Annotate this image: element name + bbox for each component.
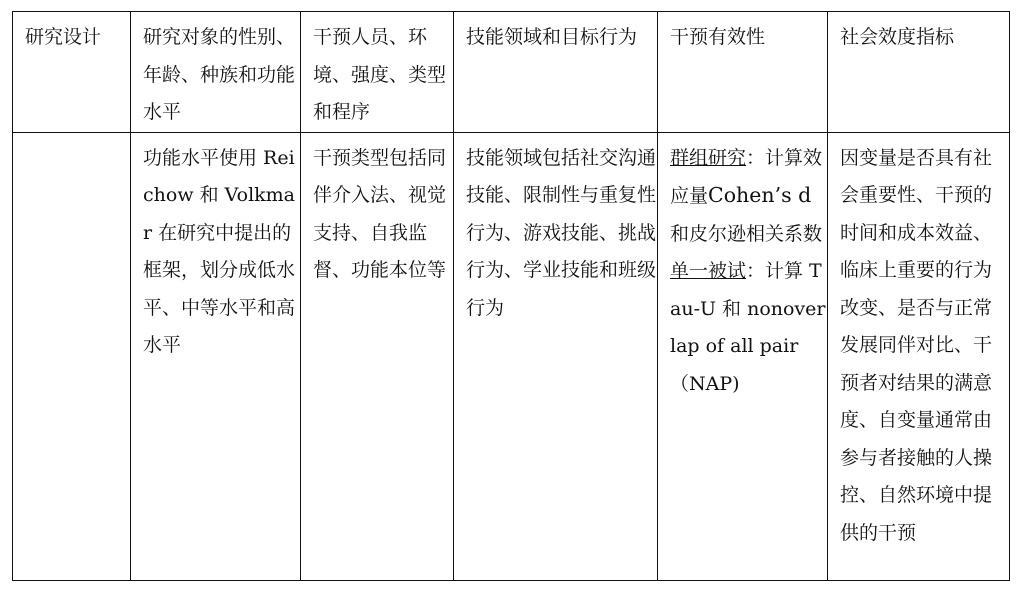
cell-social-validity: 因变量是否具有社会重要性、干预的时间和成本效益、临床上重要的行为改变、是否与正常发展同伴对比、干预者对结果的满意度、自变量通常由参与者接触的人操控、自然环境中提供的干预 [828, 132, 1010, 580]
group-study-text: ：计算效应量 [670, 146, 823, 207]
cell-skills: 技能领域包括社交沟通技能、限制性与重复性行为、游戏技能、挑战行为、学业技能和班级行为 [454, 132, 658, 580]
group-study-label: 群组研究 [670, 146, 747, 169]
study-coding-table [12, 11, 1010, 581]
header-cell-research-design: 研究设计 [13, 12, 131, 133]
table-header-row [13, 12, 1010, 133]
header-cell-subjects: 研究对象的性别、年龄、种族和功能水平 [131, 12, 301, 133]
cohens-d-text: Cohen’s d [708, 183, 812, 207]
pearson-text: 和皮尔逊相关系数 [670, 222, 823, 245]
cell-subjects: 功能水平使用 Reichow 和 Volkmar 在研究中提出的框架，划分成低水平、中等水平和高水平 [131, 132, 301, 580]
single-subject-text: ：计算 Tau-U 和 nonoverlap of all pair （NAP) [670, 260, 826, 395]
cell-research-design [13, 132, 131, 580]
cell-intervention: 干预类型包括同伴介入法、视觉支持、自我监督、功能本位等 [301, 132, 454, 580]
header-cell-intervention: 干预人员、环境、强度、类型和程序 [301, 12, 454, 133]
single-subject-label: 单一被试 [670, 260, 747, 282]
header-cell-effectiveness: 干预有效性 [658, 12, 828, 133]
table-row [13, 132, 1010, 580]
header-cell-social-validity: 社会效度指标 [828, 12, 1010, 133]
header-cell-skills: 技能领域和目标行为 [454, 12, 658, 133]
cell-effectiveness [658, 132, 828, 580]
